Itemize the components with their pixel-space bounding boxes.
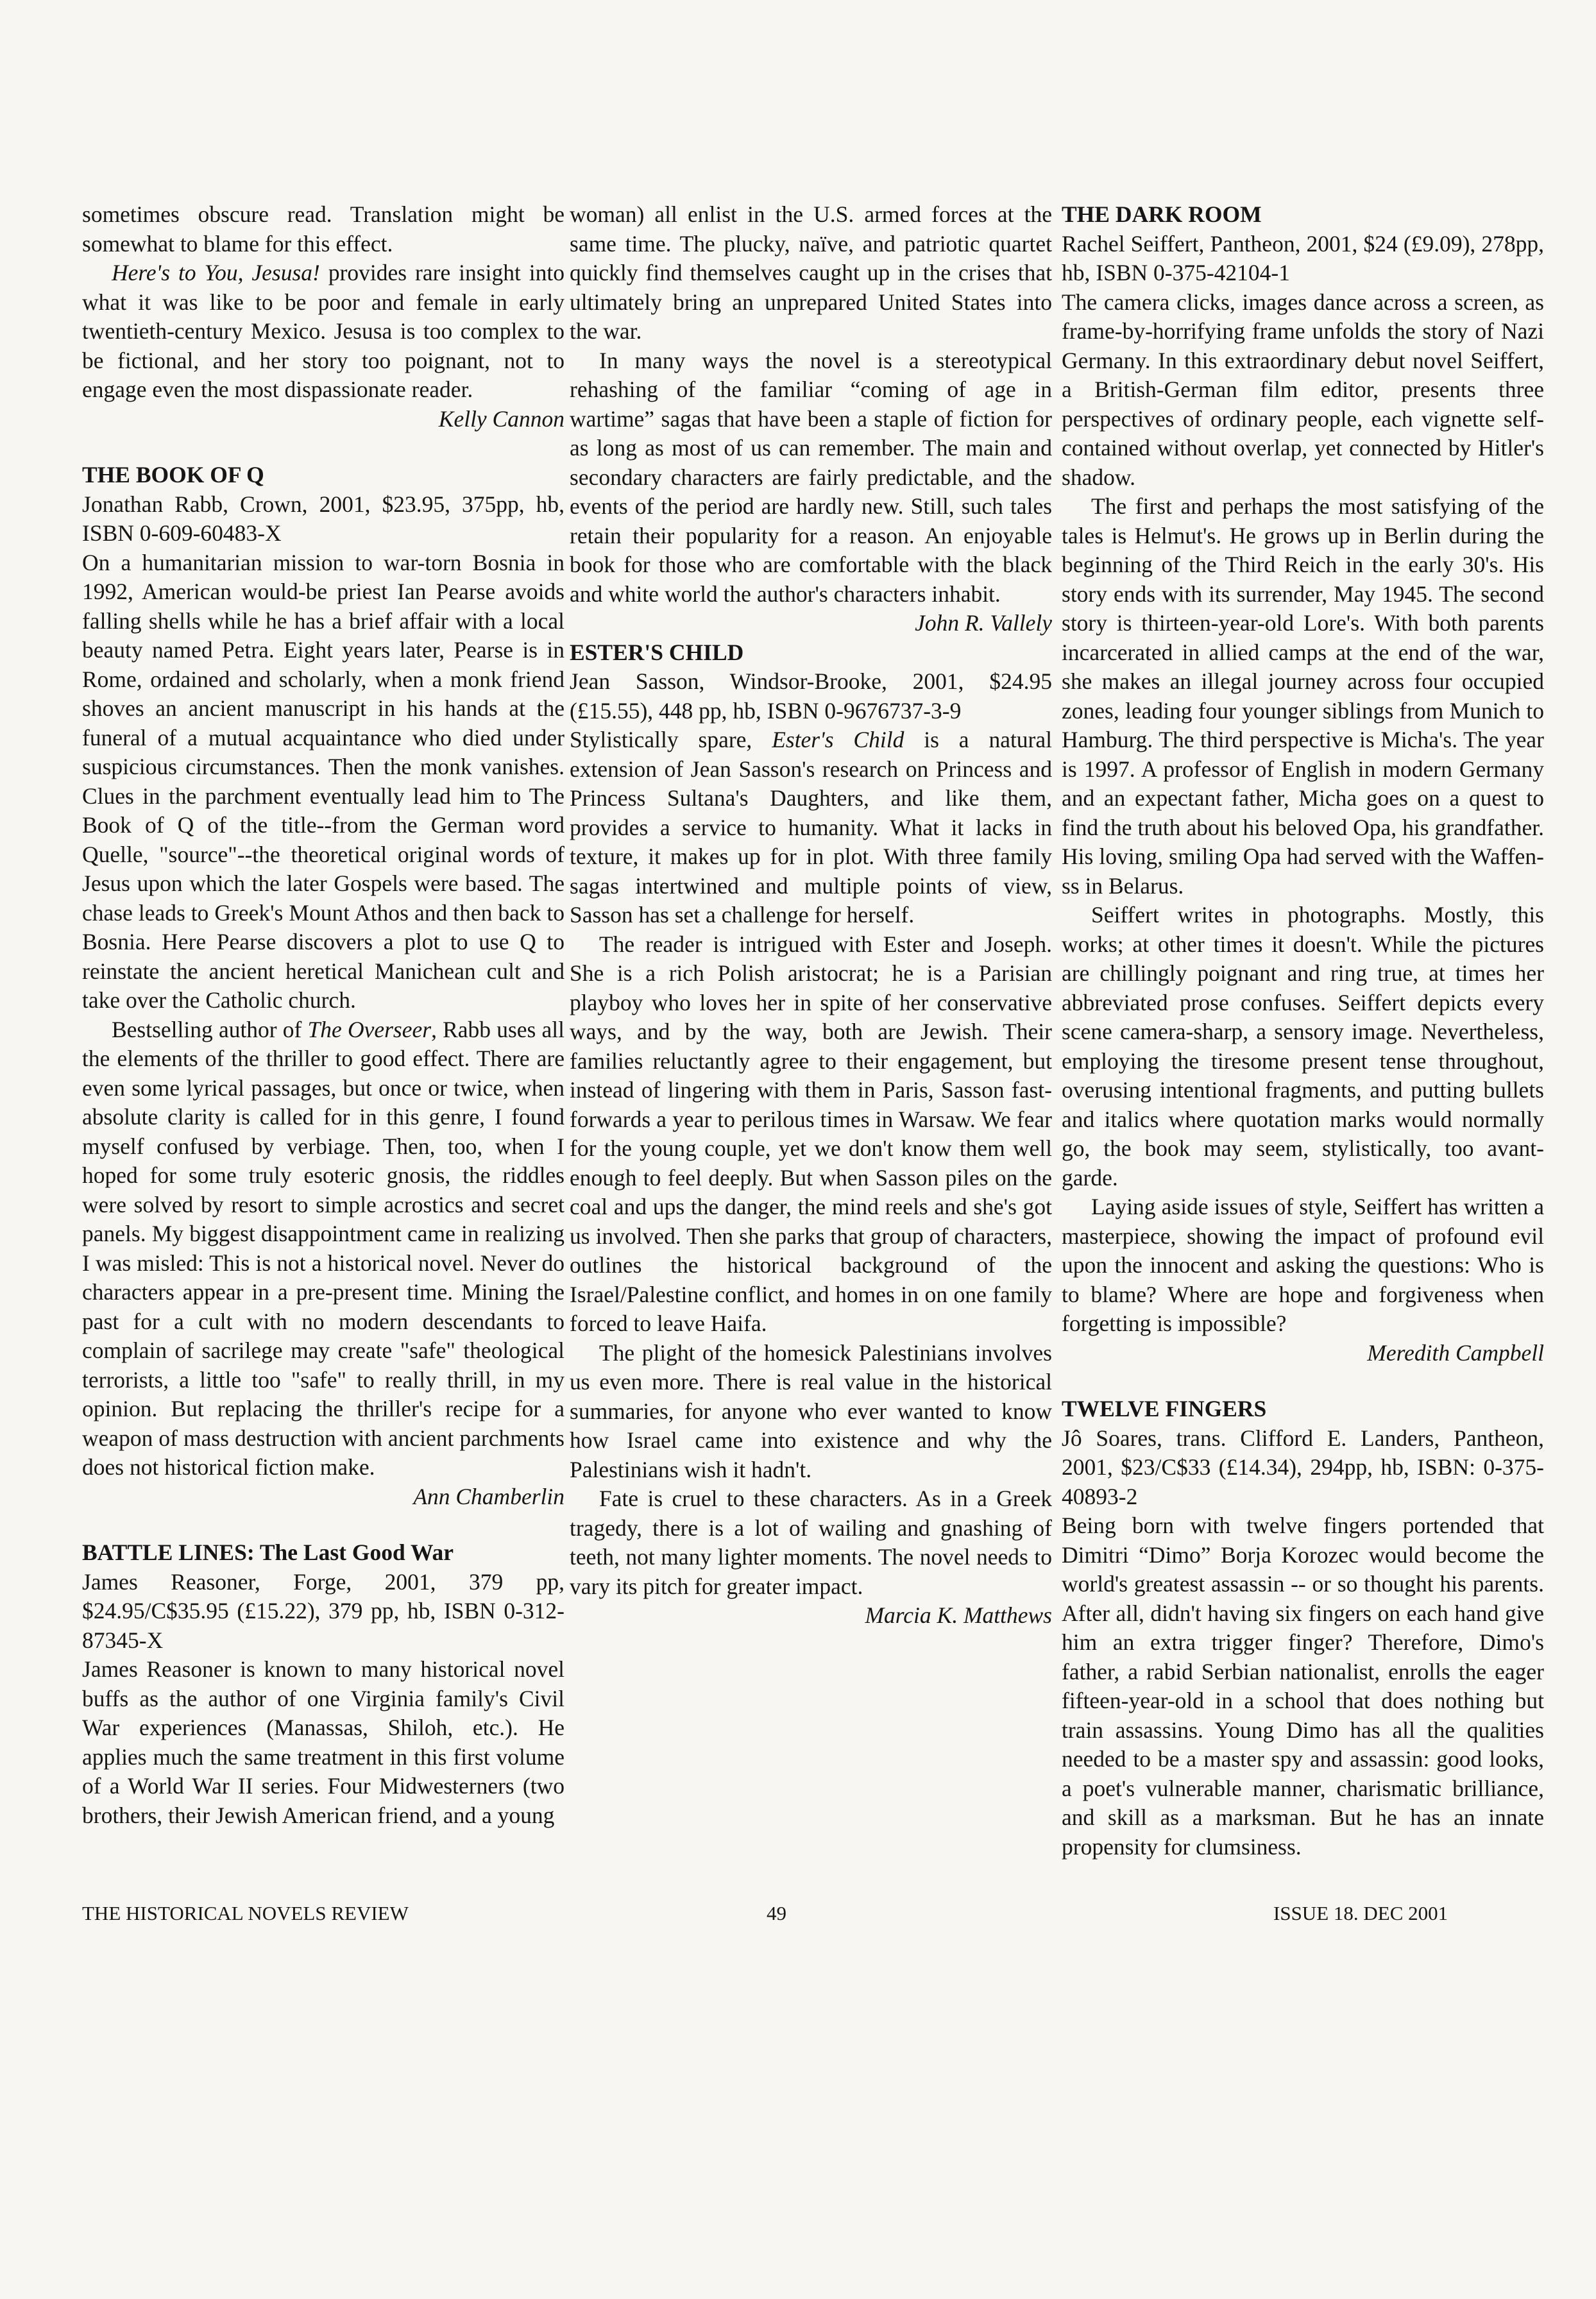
column-2 (570, 200, 1052, 1631)
review-paragraph: In many ways the novel is a stereotypical rehashing of the familiar “coming of age in wartime” sagas that have been a staple of fiction for as long as most of us can remember. The main and secondary characters are fairly predictable, and the events of the period are hardly new. Still, such tales retain their popularity for a reason. An enjoyable book for those who are comfortable with the black and white world the author's characters inhabit. (570, 347, 1052, 607)
review-paragraph: Jean Sasson, Windsor-Brooke, 2001, $24.95 (£15.55), 448 pp, hb, ISBN 0-9676737-3-9 (570, 668, 1052, 724)
review-paragraph: woman) all enlist in the U.S. armed forces at the same time. The plucky, naïve, and patriotic quartet quickly find themselves caught up in the crises that ultimately bring an unprepared United States into the war. (570, 201, 1052, 344)
section-spacer (1062, 1368, 1544, 1395)
review-heading: BATTLE LINES: The Last Good War (82, 1540, 454, 1565)
review-paragraph: Seiffert writes in photographs. Mostly, this works; at other times it doesn't. While the pictures are chillingly poignant and ring true, at times her abbreviated prose confuses. Seiffert depicts every scene camera-sharp, a sensory image. Nevertheless, employing the tiresome present tense throughout, overusing intentional fragments, and putting bullets and italics where quotation marks would normally go, the book may seem, stylistically, too avant-garde. (1062, 902, 1544, 1191)
review-heading: TWELVE FINGERS (1062, 1396, 1267, 1421)
footer-issue: ISSUE 18. DEC 2001 (1273, 1902, 1448, 1924)
column-3 (1062, 200, 1544, 1862)
column-1 (82, 200, 565, 1830)
review-paragraph: Fate is cruel to these characters. As in a Greek tragedy, there is a lot of wailing and gnashing of teeth, not many lighter moments. The novel needs to vary its pitch for greater impact. (570, 1486, 1052, 1599)
reviewer-signature: Kelly Cannon (438, 405, 565, 432)
review-paragraph: Jonathan Rabb, Crown, 2001, $23.95, 375pp, hb, ISBN 0-609-60483-X (82, 491, 565, 546)
footer-page-number: 49 (767, 1902, 786, 1924)
reviewer-signature: John R. Vallely (915, 610, 1052, 636)
review-paragraph: sometimes obscure read. Translation might be somewhat to blame for this effect. (82, 201, 565, 257)
reviewer-signature: Marcia K. Matthews (865, 1602, 1052, 1628)
section-spacer (82, 434, 565, 461)
review-paragraph: The plight of the homesick Palestinians involves us even more. There is real value in the historical summaries, for anyone who ever wanted to know how Israel came into existence and why the Palestinians wish it hadn't. (570, 1339, 1052, 1482)
review-heading: ESTER'S CHILD (570, 639, 744, 665)
review-paragraph: The first and perhaps the most satisfying of the tales is Helmut's. He grows up in Berlin during the beginning of the Third Reich in the early 30's. His story ends with its surrender, May 1945. The second story is thirteen-year-old Lore's. With both parents incarcerated in allied camps at the end of the war, she makes an illegal journey across four occupied zones, leading four younger siblings from Munich to Hamburg. The third perspective is Micha's. The year is 1997. A professor of English in modern Germany and an expectant father, Micha goes on a quest to find the truth about his beloved Opa, his grandfather. His loving, smiling Opa had served with the Waffen-ss in Belarus. (1062, 493, 1544, 899)
review-paragraph: James Reasoner is known to many historical novel buffs as the author of one Virginia family's Civil War experiences (Manassas, Shiloh, etc.). He applies much the same treatment in this first volume of a World War II series. Four Midwesterners (two brothers, their Jewish American friend, and a young (82, 1656, 565, 1828)
section-spacer (82, 1511, 565, 1538)
review-paragraph: James Reasoner, Forge, 2001, 379 pp, $24.95/C$35.95 (£15.22), 379 pp, hb, ISBN 0-312-87345-X (82, 1568, 565, 1653)
footer-publication-title: THE HISTORICAL NOVELS REVIEW (82, 1902, 409, 1924)
review-heading: THE DARK ROOM (1062, 201, 1262, 227)
review-paragraph: The reader is intrigued with Ester and Joseph. She is a rich Polish aristocrat; he is a Parisian playboy who loves her in spite of her conservative ways, and by the way, both are Jewish. Their families reluctantly agree to their engagement, but instead of lingering with them in Paris, Sasson fast-forwards a year to perilous times in Warsaw. We fear for the young couple, yet we don't know them well enough to feel deeply. But when Sasson piles on the coal and ups the danger, the mind reels and she's got us involved. Then she parks that group of characters, outlines the historical background of the Israel/Palestine conflict, and homes in on one family forced to leave Haifa. (570, 931, 1052, 1336)
review-paragraph: Laying aside issues of style, Seiffert has written a masterpiece, showing the impact of profound evil upon the innocent and asking the questions: Who is to blame? Where are hope and forgiveness when forgetting is impossible? (1062, 1194, 1544, 1336)
review-paragraph: Stylistically spare, Ester's Child is a natural extension of Jean Sasson's research on Princess and Princess Sultana's Daughters, and like them, provides a service to humanity. What it lacks in texture, it makes up for in plot. With three family sagas intertwined and multiple points of view, Sasson has set a challenge for herself. (570, 727, 1053, 928)
review-paragraph: Here's to You, Jesusa! provides rare insight into what it was like to be poor and female in early twentieth-century Mexico. Jesusa is too complex to be fictional, and her story too poignant, not to engage even the most dispassionate reader. (82, 260, 565, 402)
reviewer-signature: Meredith Campbell (1367, 1339, 1544, 1366)
review-paragraph: Being born with twelve fingers portended that Dimitri “Dimo” Borja Korozec would become the world's greatest assassin -- or so thought his parents. After all, didn't having six fingers on each hand give him an extra trigger finger? Therefore, Dimo's father, a rabid Serbian nationalist, enrolls the eager fifteen-year-old in a school that does nothing but train assassins. Young Dimo has all the qualities needed to be a master spy and assassin: good looks, a poet's vulnerable manner, charismatic brilliance, and skill as a marksman. But he has an innate propensity for clumsiness. (1062, 1513, 1544, 1860)
reviewer-signature: Ann Chamberlin (413, 1483, 565, 1509)
review-paragraph: Jô Soares, trans. Clifford E. Landers, Pantheon, 2001, $23/C$33 (£14.34), 294pp, hb, ISBN: 0-375-40893-2 (1062, 1425, 1544, 1509)
review-paragraph: On a humanitarian mission to war-torn Bosnia in 1992, American would-be priest Ian Pearse avoids falling shells while he has a brief affair with a local beauty named Petra. Eight years later, Pearse is in Rome, ordained and scholarly, when a monk friend shoves an ancient manuscript in his hands at the funeral of a mutual acquaintance who died under suspicious circumstances. Then the monk vanishes. Clues in the parchment eventually lead him to The Book of Q of the title--from the German word Quelle, "source"--the theoretical original words of Jesus upon which the later Gospels were based. The chase leads to Greek's Mount Athos and then back to Bosnia. Here Pearse discovers a plot to use Q to reinstate the ancient heretical Manichean cult and take over the Catholic church. (82, 549, 565, 1013)
review-heading: THE BOOK OF Q (82, 462, 264, 488)
review-paragraph: Rachel Seiffert, Pantheon, 2001, $24 (£9.09), 278pp, hb, ISBN 0-375-42104-1 (1062, 230, 1544, 285)
review-paragraph: The camera clicks, images dance across a screen, as frame-by-horrifying frame unfolds the story of Nazi Germany. In this extraordinary debut novel Seiffert, a British-German film editor, presents three perspectives of ordinary people, each vignette self-contained without overlap, yet connected by Hitler's shadow. (1062, 289, 1544, 490)
review-paragraph: Bestselling author of The Overseer, Rabb uses all the elements of the thriller to good effect. There are even some lyrical passages, but once or twice, when absolute clarity is called for in this genre, I found myself confused by verbiage. Then, too, when I hoped for some truly esoteric gnosis, the riddles were solved by resort to simple acrostics and secret panels. My biggest disappointment came in realizing I was misled: This is not a historical novel. Never do characters appear in a pre-present time. Mining the past for a cult with no modern descendants to complain of sacrilege may create "safe" theological terrorists, a little too "safe" to really thrill, in my opinion. But replacing the thriller's recipe for a weapon of mass destruction with ancient parchments does not historical fiction make. (82, 1016, 565, 1480)
